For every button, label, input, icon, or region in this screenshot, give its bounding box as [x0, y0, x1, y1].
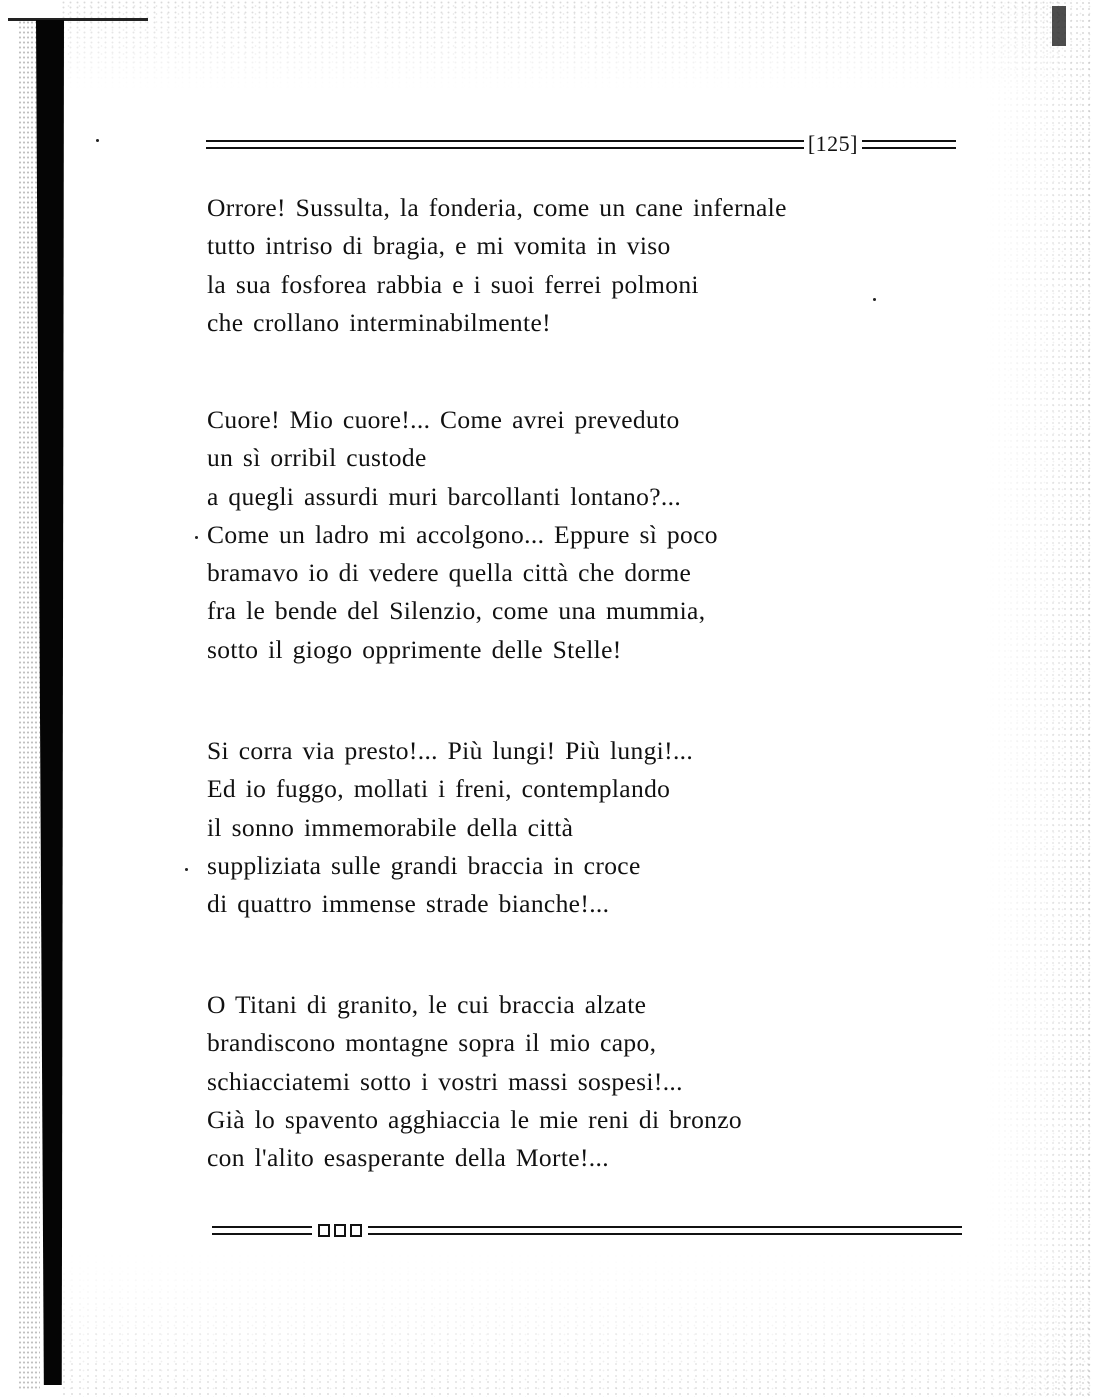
poem-line: il sonno immemorabile della città: [207, 812, 574, 842]
poem-line: sotto il giogo opprimente delle Stelle!: [207, 634, 622, 664]
poem-line: brandiscono montagne sopra il mio capo,: [207, 1028, 657, 1058]
poem-line: tutto intriso di bragia, e mi vomita in viso: [207, 231, 671, 261]
page-footer-ornament: [212, 1218, 962, 1242]
poem-line: di quattro immense strade bianche!...: [207, 889, 610, 919]
poem-line: Ed io fuggo, mollati i freni, contemplando: [207, 774, 671, 804]
poem-line: con l'alito esasperante della Morte!...: [207, 1143, 609, 1173]
poem-line: Cuore! Mio cuore!... Come avrei preveduto: [207, 405, 680, 434]
scan-speck: [185, 868, 188, 871]
scan-speck: [195, 536, 198, 539]
book-spine-shadow: [36, 20, 64, 1385]
poem-line: che crollano interminabilmente!: [207, 307, 551, 337]
scan-noise-top: [60, 0, 1060, 90]
scan-noise-bottom: [60, 1247, 1094, 1397]
poem-line: Orrore! Sussulta, la fonderia, come un cane infernale: [207, 193, 787, 222]
header-rule-left: [206, 140, 804, 149]
poem-line: schiacciatemi sotto i vostri massi sospesi!...: [207, 1066, 683, 1096]
poem-line: un sì orribil custode: [207, 443, 427, 473]
stanza-3: [207, 732, 693, 923]
poem-line: bramavo io di vedere quella città che dorme: [207, 558, 692, 588]
footer-squares: [312, 1224, 368, 1237]
poem-line: a quegli assurdi muri barcollanti lontano?...: [207, 481, 682, 511]
ornament-square-icon: [350, 1224, 362, 1237]
poem-line: la sua fosforea rabbia e i suoi ferrei polmoni: [207, 269, 699, 299]
scan-noise-right: [984, 0, 1094, 1397]
page-number: [125]: [807, 131, 858, 156]
poem-line: Già lo spavento agghiaccia le mie reni di bronzo: [207, 1104, 743, 1134]
scan-edge-line: [8, 18, 148, 21]
poem-line: O Titani di granito, le cui braccia alzate: [207, 990, 647, 1019]
page-header: [206, 128, 956, 160]
stanza-4: [207, 986, 742, 1177]
ornament-square-icon: [318, 1224, 330, 1237]
stanza-1: [207, 189, 787, 342]
stanza-2: [207, 401, 718, 669]
poem-line: Si corra via presto!... Più lungi! Più lungi!...: [207, 736, 694, 765]
scan-speck: [96, 139, 99, 142]
scan-noise-left: [18, 20, 40, 1390]
poem-line: fra le bende del Silenzio, come una mummia,: [207, 596, 706, 626]
poem-line: Come un ladro mi accolgono... Eppure sì poco: [207, 519, 718, 549]
header-rule-right: [862, 140, 956, 149]
poem-line: suppliziata sulle grandi braccia in croce: [207, 850, 641, 880]
footer-rule-left: [212, 1226, 312, 1235]
footer-rule-right: [368, 1226, 962, 1235]
ornament-square-icon: [334, 1224, 346, 1237]
scan-speck: [873, 298, 876, 301]
scan-corner-mark: [1052, 6, 1066, 46]
